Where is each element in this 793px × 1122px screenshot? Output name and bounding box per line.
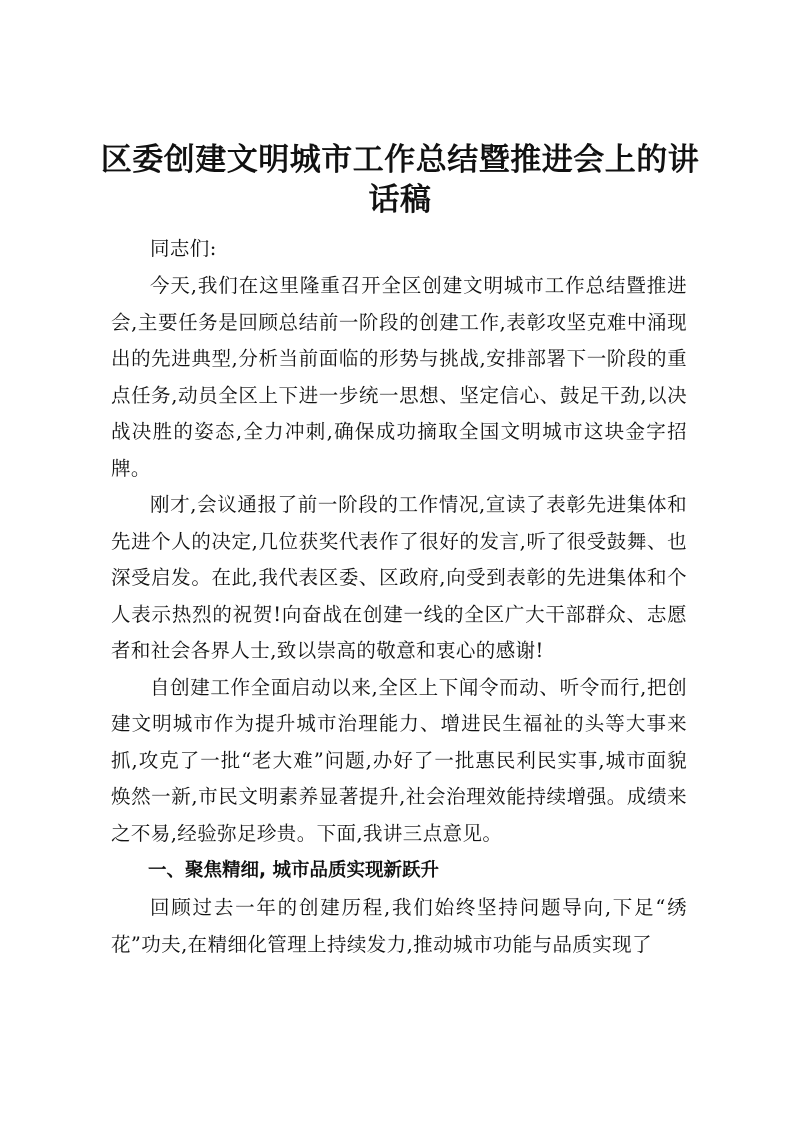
section-heading: 一、聚焦精细, 城市品质实现新跃升	[148, 860, 439, 881]
salutation: 同志们:	[150, 237, 217, 260]
body-paragraph: 回顾过去一年的创建历程,我们始终坚持问题导向,下足“绣花”功夫,在精细化管理上持续发力,推动城市功能与品质实现了	[111, 896, 687, 956]
document-title: 区委创建文明城市工作总结暨推进会上的讲话稿	[100, 142, 700, 218]
document-body	[111, 230, 687, 963]
body-paragraph: 今天,我们在这里隆重召开全区创建文明城市工作总结暨推进会,主要任务是回顾总结前一阶段的创建工作,表彰攻坚克难中涌现出的先进典型,分析当前面临的形势与挑战,安排部署下一阶段的重点任务,动员全区上下进一步统一思想、坚定信心、鼓足干劲,以决战决胜的姿态,全力冲刺,确保成功摘取全国文明城市这块金字招牌。	[111, 274, 687, 480]
body-paragraph: 刚才,会议通报了前一阶段的工作情况,宣读了表彰先进集体和先进个人的决定,几位获奖代表作了很好的发言,听了很受鼓舞、也深受启发。在此,我代表区委、区政府,向受到表彰的先进集体和个人表示热烈的祝贺!向奋战在创建一线的全区广大干部群众、志愿者和社会各界人士,致以崇高的敬意和衷心的感谢!	[111, 493, 687, 662]
body-paragraph: 自创建工作全面启动以来,全区上下闻令而动、听令而行,把创建文明城市作为提升城市治理能力、增进民生福祉的头等大事来抓,攻克了一批“老大难”问题,办好了一批惠民利民实事,城市面貌焕然一新,市民文明素养显著提升,社会治理效能持续增强。成绩来之不易,经验弥足珍贵。下面,我讲三点意见。	[111, 675, 687, 845]
